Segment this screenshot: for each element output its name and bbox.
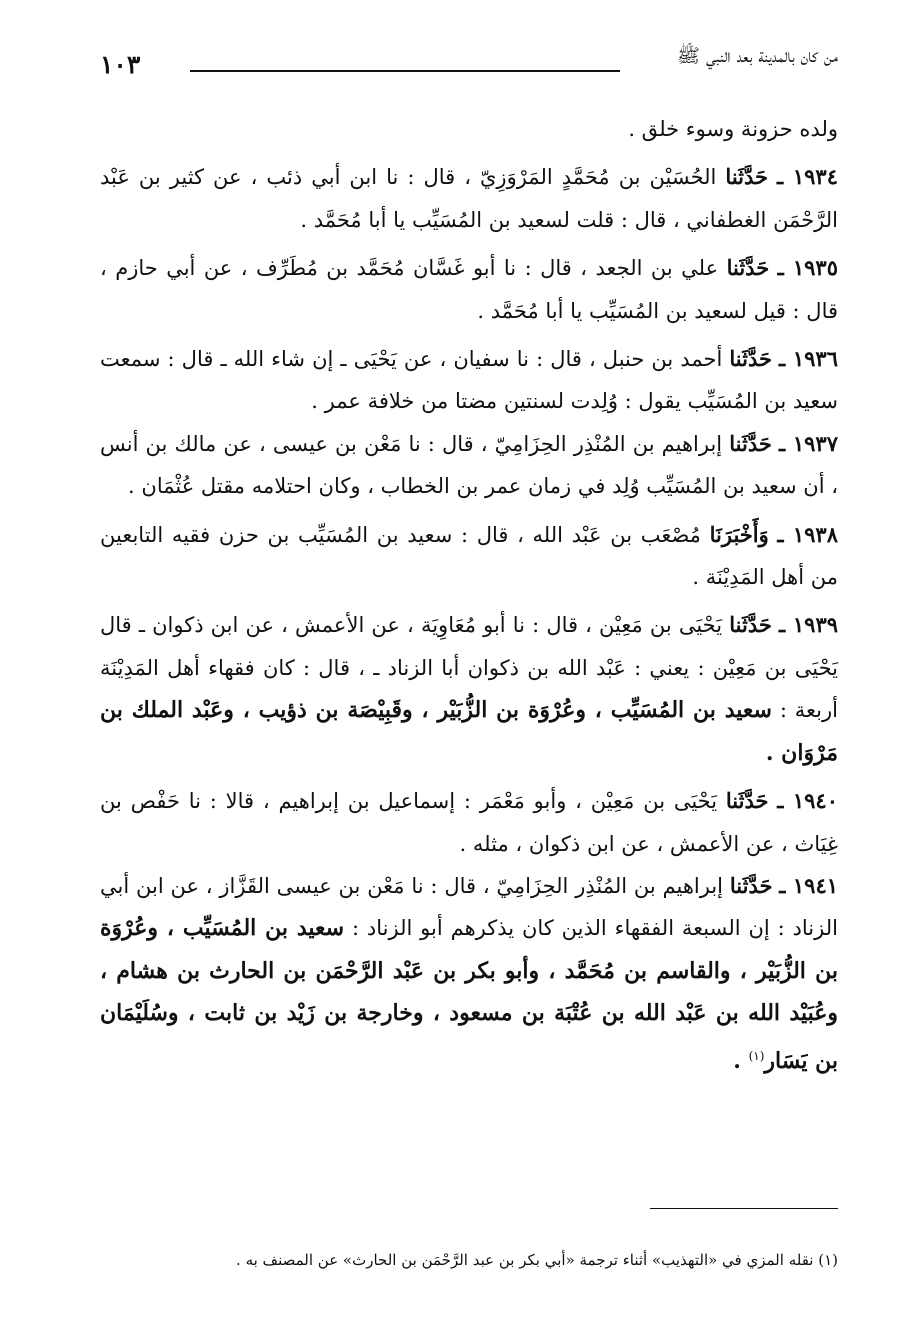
hadith-number: ١٩٣٩ ـ (778, 612, 839, 638)
hadith-1938 (100, 514, 838, 599)
narration-lead: حَدَّثَنا (729, 430, 772, 456)
hadith-text: يَحْيَى بن مَعِيْن ، وأبو مَعْمَر : إسماعيل بن إبراهيم ، قالا : نا حَفْص بن غِيَاث ، عن الأعمش ، عن ابن ذكوان ، مثله . (100, 789, 838, 856)
page-number: ١٠٣ (100, 50, 141, 79)
jurists-list: سعيد بن المُسَيِّب ، وعُرْوَة بن الزُّبَيْر ، وقَبِيْصَة بن ذؤيب ، وعَبْد الملك بن مَرْوَان . (100, 697, 838, 766)
jurists-list: سعيد بن المُسَيِّب ، وعُرْوَة بن الزُّبَيْر ، والقاسم بن مُحَمَّد ، وأبو بكر بن عَبْد الرَّحْمَن بن الحارث بن هشام ، وعُبَيْد الله بن عَبْد الله بن عُتْبَة بن مسعود ، وخارجة بن زَيْد بن ثابت ، وسُلَيْمَان بن يَسَار (100, 915, 838, 1074)
main-text (100, 108, 838, 1082)
narration-lead: حَدَّثَنا (729, 346, 772, 372)
hadith-number: ١٩٣٦ ـ (779, 346, 838, 372)
narration-lead: حَدَّثَنا (725, 788, 769, 814)
hadith-text: علي بن الجعد ، قال : نا أبو غَسَّان مُحَمَّد بن مُطَرِّف ، عن أبي حازم ، قال : قيل لسعيد بن المُسَيِّب يا أبا مُحَمَّد . (100, 256, 838, 323)
hadith-1937 (100, 423, 838, 508)
sentence-end: . (733, 1047, 749, 1074)
hadith-1935 (100, 247, 838, 332)
hadith-text: أحمد بن حنبل ، قال : نا سفيان ، عن يَحْيَى ـ إن شاء الله ـ قال : سمعت سعيد بن المُسَيِّب يقول : وُلِدت لسنتين مضتا من خلافة عمر . (100, 347, 838, 414)
hadith-number: ١٩٤٠ ـ (777, 788, 838, 814)
narration-lead: حَدَّثَنا (729, 612, 772, 638)
paragraph-text: ولده حزونة وسوء خلق . (628, 117, 838, 141)
running-title: من كان بالمدينة بعد النبي ﷺ (677, 45, 838, 67)
footnote-reference: (١) (748, 1048, 765, 1063)
narration-lead: حَدَّثَنا (725, 164, 769, 190)
header-rule (190, 70, 620, 72)
hadith-1936 (100, 338, 838, 423)
narration-lead: حَدَّثَنا (726, 255, 770, 281)
hadith-text: يَحْيَى بن مَعِيْن ، قال : نا أبو مُعَاوِيَة ، عن الأعمش ، عن ابن ذكوان ـ قال يَحْيَى بن مَعِيْن : يعني : عَبْد الله بن ذكوان أبا الزناد ـ ، قال : كان فقهاء أهل المَدِيْنَة أربعة : (100, 613, 838, 723)
hadith-1934 (100, 156, 838, 241)
hadith-number: ١٩٣٥ ـ (777, 255, 838, 281)
hadith-text: الحُسَيْن بن مُحَمَّدٍ المَرْوَزِيّ ، قال : نا ابن أبي ذئب ، عن كثير بن عَبْد الرَّحْمَن الغطفاني ، قال : قلت لسعيد بن المُسَيِّب يا أبا مُحَمَّد . (100, 165, 838, 232)
hadith-number: ١٩٣٤ ـ (777, 164, 838, 190)
hadith-text: إبراهيم بن المُنْذِر الحِزَامِيّ ، قال : نا مَعْن بن عيسى ، عن مالك بن أنس ، أن سعيد بن المُسَيِّب وُلِد في زمان عمر بن الخطاب ، وكان احتلامه مقتل عُثْمَان . (100, 431, 838, 499)
hadith-text: مُصْعَب بن عَبْد الله ، قال : سعيد بن المُسَيِّب بن حزن فقيه التابعين من أهل المَدِيْنَة . (100, 522, 838, 590)
hadith-1941 (100, 865, 838, 1082)
narration-lead: حَدَّثَنا (729, 872, 773, 898)
footnote: (١) نقله المزي في «التهذيب» أثناء ترجمة «أبي بكر بن عبد الرَّحْمَن بن الحارث» عن المصنف به . (236, 1251, 838, 1269)
hadith-text: إبراهيم بن المُنْذِر الحِزَامِيّ ، قال : نا مَعْن بن عيسى القَزَّاز ، عن ابن أبي الزناد : إن السبعة الفقهاء الذين كان يذكرهم أبو الزناد : (100, 873, 838, 941)
narration-lead: وَأَخْبَرَنَا (709, 521, 769, 547)
hadith-number: ١٩٣٨ ـ (777, 521, 838, 547)
hadith-1940 (100, 780, 838, 865)
hadith-number: ١٩٤١ ـ (779, 872, 839, 898)
hadith-number: ١٩٣٧ ـ (778, 430, 838, 456)
footnote-rule (650, 1208, 838, 1209)
hadith-1939 (100, 604, 838, 774)
paragraph-continuation (100, 108, 838, 150)
